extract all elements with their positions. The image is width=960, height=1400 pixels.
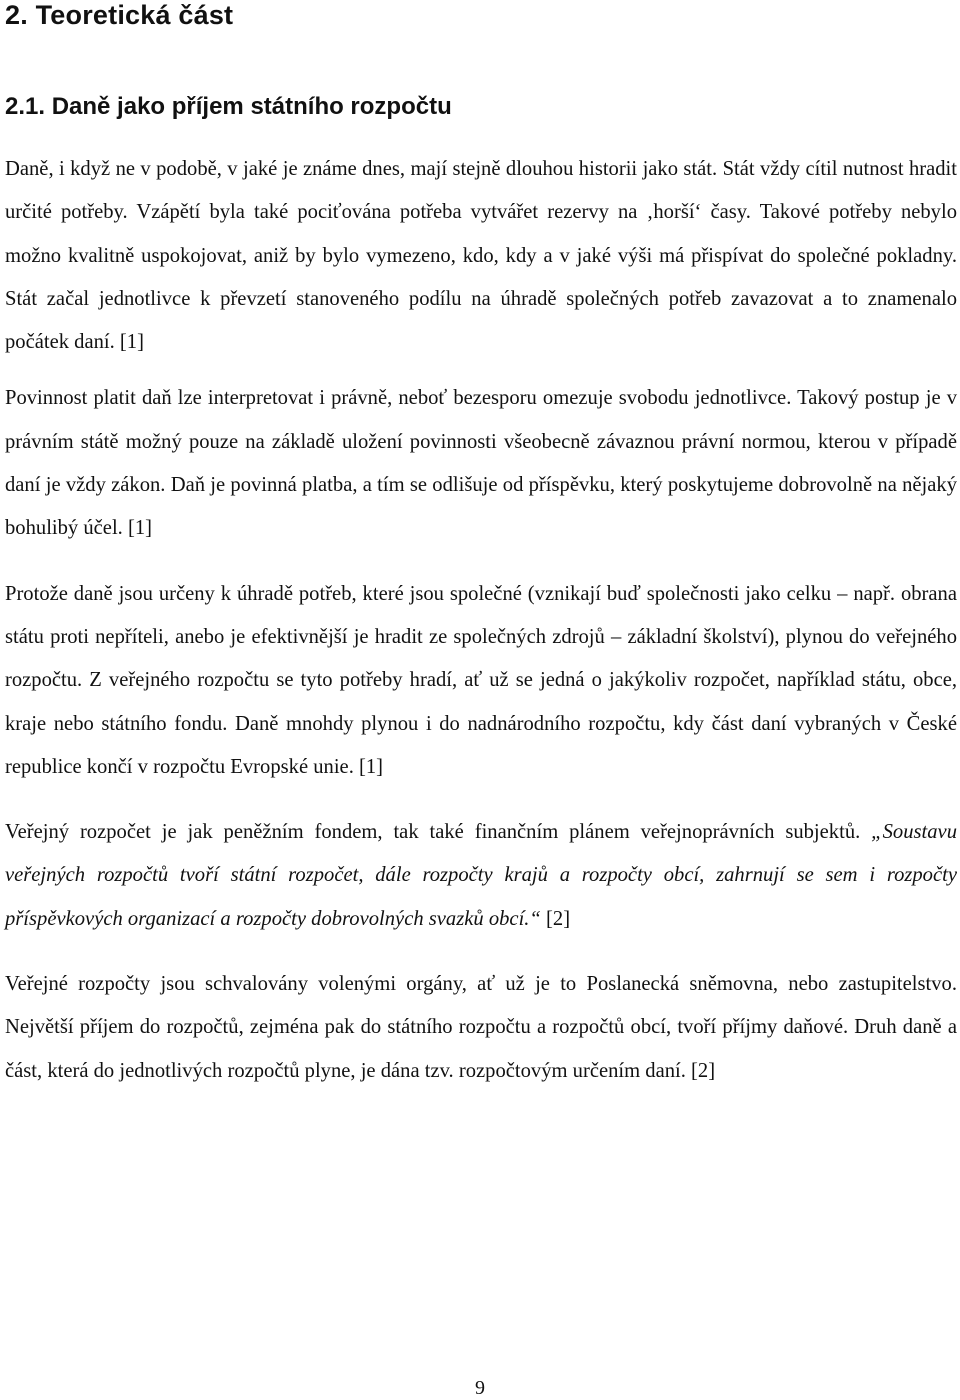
paragraph-budget-approval: Veřejné rozpočty jsou schvalovány volenými orgány, ať už je to Poslanecká sněmovna, nebo zastupitelstvo. Největší příjem do rozpočtů, zejména pak do státního rozpočtu a rozpočtů obcí, tvoří příjmy daňové. Druh daně a část, která do jednotlivých rozpočtů plyne, je dána tzv. rozpočtovým určením daní. [2] bbox=[5, 973, 957, 1082]
paragraph-public-budget: Protože daně jsou určeny k úhradě potřeb, které jsou společné (vznikají buď společnosti jako celku – např. obrana státu proti nepříteli, anebo je efektivnější je hradit ze společných zdrojů – základní školství), plynou do veřejného rozpočtu. Z veřejného rozpočtu se tyto potřeby hradí, ať už se jedná o jakýkoliv rozpočet, například státu, obce, kraje nebo státního fondu. Daně mnohdy plynou i do nadnárodního rozpočtu, kdy část daní vybraných v České republice končí v rozpočtu Evropské unie. [1] bbox=[5, 582, 957, 778]
citation: [2] bbox=[540, 907, 571, 930]
section-title: 2.1. Daně jako příjem státního rozpočtu bbox=[5, 93, 452, 120]
quotation: „Soustavu veřejných rozpočtů tvoří státní rozpočet, dále rozpočty krajů a rozpočty obcí, zahrnují se sem i rozpočty příspěvkových organizací a rozpočty dobrovolných svazků obcí.“ bbox=[5, 821, 957, 930]
paragraph-lead-text: Veřejný rozpočet je jak peněžním fondem, tak také finančním plánem veřejnoprávních subjektů. bbox=[5, 821, 872, 844]
paragraph-history-of-taxes: Daně, i když ne v podobě, v jaké je známe dnes, mají stejně dlouhou historii jako stát. Stát vždy cítil nutnost hradit určité potřeby. Vzápětí byla také pociťována potřeba vytvářet rezervy na ‚horší‘ časy. Takové potřeby nebylo možno kvalitně uspokojovat, aniž by bylo vymezeno, kdo, kdy a v jaké výši má přispívat do společné pokladny. Stát začal jednotlivce k převzetí stanoveného podílu na úhradě společných potřeb zavazovat a to znamenalo počátek daní. [1] bbox=[5, 158, 957, 354]
paragraph-legal-obligation: Povinnost platit daň lze interpretovat i právně, neboť bezesporu omezuje svobodu jednotlivce. Takový postup je v právním státě možný pouze na základě uložení povinnosti všeobecně závaznou právní normou, kterou v případě daní je vždy zákon. Daň je povinná platba, a tím se odlišuje od příspěvku, který poskytujeme dobrovolně na nějaký bohulibý účel. [1] bbox=[5, 387, 957, 540]
page-number: 9 bbox=[475, 1377, 485, 1399]
document-page bbox=[5, 0, 957, 1093]
chapter-title: 2. Teoretická část bbox=[5, 0, 234, 30]
paragraph-budget-system bbox=[5, 811, 957, 941]
